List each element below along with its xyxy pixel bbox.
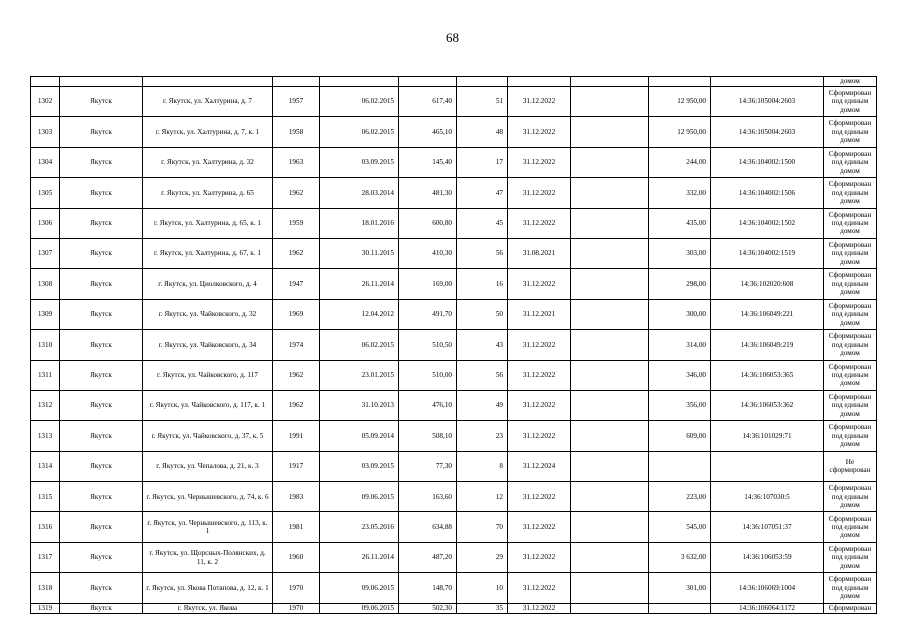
area-cell: 491,70 — [399, 299, 457, 329]
status-cell: Сформирован — [824, 603, 877, 613]
extra-cell — [571, 573, 649, 603]
cadastral-number-cell: 14:36:107030:5 — [711, 482, 824, 512]
planned-date-cell: 31.12.2022 — [508, 208, 571, 238]
page-number: 68 — [446, 30, 459, 45]
status-cell: домом — [824, 77, 877, 87]
row-number-cell: 1317 — [31, 542, 60, 572]
row-number-cell: 1319 — [31, 603, 60, 613]
cost-cell: 346,00 — [649, 360, 711, 390]
city-cell: Якутск — [60, 299, 143, 329]
cost-cell: 3 632,00 — [649, 542, 711, 572]
date-cell: 26.11.2014 — [320, 269, 399, 299]
city-cell: Якутск — [60, 360, 143, 390]
address-cell: г. Якутск, ул. Чайковского, д. 117, к. 1 — [143, 390, 273, 420]
residents-cell: 12 — [457, 482, 508, 512]
planned-date-cell: 31.12.2022 — [508, 542, 571, 572]
year-cell: 1962 — [273, 178, 320, 208]
row-number-cell: 1311 — [31, 360, 60, 390]
row-number-cell: 1306 — [31, 208, 60, 238]
table-row — [31, 117, 877, 147]
year-cell: 1970 — [273, 603, 320, 613]
residents-cell: 8 — [457, 451, 508, 481]
planned-date-cell: 31.12.2022 — [508, 573, 571, 603]
cadastral-number-cell: 14:36:106053:365 — [711, 360, 824, 390]
date-cell: 06.02.2015 — [320, 117, 399, 147]
area-cell: 510,00 — [399, 360, 457, 390]
date-cell: 26.11.2014 — [320, 542, 399, 572]
address-cell: г. Якутск, ул. Чайковского, д. 32 — [143, 299, 273, 329]
planned-date-cell: 31.12.2021 — [508, 299, 571, 329]
address-cell: г. Якутск, ул. Халтурина, д. 65 — [143, 178, 273, 208]
row-number-cell: 1307 — [31, 238, 60, 268]
table-row — [31, 238, 877, 268]
date-cell: 23.01.2015 — [320, 360, 399, 390]
row-number-cell: 1312 — [31, 390, 60, 420]
address-cell: г. Якутск, ул. Халтурина, д. 65, к. 1 — [143, 208, 273, 238]
cost-cell: 435,00 — [649, 208, 711, 238]
cost-cell: 301,00 — [649, 573, 711, 603]
planned-date-cell: 31.12.2022 — [508, 482, 571, 512]
area-cell: 77,30 — [399, 451, 457, 481]
area-cell: 600,80 — [399, 208, 457, 238]
address-cell: г. Якутск, ул. Щорсных-Полянских, д. 11, к. 2 — [143, 542, 273, 572]
residents-cell: 70 — [457, 512, 508, 542]
date-cell: 31.10.2013 — [320, 390, 399, 420]
status-cell: Сформирован под единым домом — [824, 360, 877, 390]
planned-date-cell: 31.12.2022 — [508, 603, 571, 613]
area-cell: 145,40 — [399, 147, 457, 177]
residents-cell: 56 — [457, 360, 508, 390]
cost-cell: 332,00 — [649, 178, 711, 208]
row-number-cell: 1302 — [31, 87, 60, 117]
planned-date-cell: 31.12.2024 — [508, 451, 571, 481]
city-cell: Якутск — [60, 87, 143, 117]
table-row — [31, 330, 877, 360]
extra-cell — [571, 512, 649, 542]
row-number-cell: 1314 — [31, 451, 60, 481]
table-row — [31, 451, 877, 481]
extra-cell — [571, 208, 649, 238]
address-cell: г. Якутск, ул. Халтурина, д. 67, к. 1 — [143, 238, 273, 268]
city-cell: Якутск — [60, 178, 143, 208]
area-cell: 410,30 — [399, 238, 457, 268]
city-cell: Якутск — [60, 482, 143, 512]
date-cell: 30.11.2015 — [320, 238, 399, 268]
cost-cell: 298,00 — [649, 269, 711, 299]
residents-cell: 45 — [457, 208, 508, 238]
city-cell: Якутск — [60, 238, 143, 268]
city-cell: Якутск — [60, 147, 143, 177]
residents-cell: 35 — [457, 603, 508, 613]
date-cell: 09.06.2015 — [320, 603, 399, 613]
area-cell: 169,00 — [399, 269, 457, 299]
area-cell: 508,10 — [399, 421, 457, 451]
planned-date-cell: 31.12.2022 — [508, 178, 571, 208]
year-cell: 1959 — [273, 208, 320, 238]
table-row — [31, 178, 877, 208]
row-number-cell: 1303 — [31, 117, 60, 147]
date-cell: 09.06.2015 — [320, 482, 399, 512]
city-cell: Якутск — [60, 269, 143, 299]
cadastral-number-cell: 14:36:106049:219 — [711, 330, 824, 360]
city-cell: Якутск — [60, 117, 143, 147]
date-cell: 03.09.2015 — [320, 147, 399, 177]
cost-cell: 609,00 — [649, 421, 711, 451]
extra-cell — [571, 330, 649, 360]
table-row — [31, 77, 877, 87]
date-cell: 18.01.2016 — [320, 208, 399, 238]
table-row — [31, 147, 877, 177]
city-cell: Якутск — [60, 421, 143, 451]
area-cell: 487,20 — [399, 542, 457, 572]
address-cell: г. Якутск, ул. Чернышевского, д. 113, к. 1 — [143, 512, 273, 542]
cadastral-number-cell: 14:36:102020:608 — [711, 269, 824, 299]
cost-cell: 12 950,00 — [649, 117, 711, 147]
planned-date-cell: 31.12.2022 — [508, 269, 571, 299]
cadastral-number-cell: 14:36:106049:221 — [711, 299, 824, 329]
date-cell: 05.09.2014 — [320, 421, 399, 451]
planned-date-cell: 31.12.2022 — [508, 512, 571, 542]
row-number-cell: 1315 — [31, 482, 60, 512]
table-row — [31, 87, 877, 117]
address-cell: г. Якутск, ул. Чайковского, д. 37, к. 5 — [143, 421, 273, 451]
status-cell: Сформирован под единым домом — [824, 269, 877, 299]
year-cell: 1991 — [273, 421, 320, 451]
address-cell: г. Якутск, ул. Халтурина, д. 7 — [143, 87, 273, 117]
status-cell: Сформирован под единым домом — [824, 542, 877, 572]
residents-cell: 50 — [457, 299, 508, 329]
cadastral-number-cell: 14:36:106053:362 — [711, 390, 824, 420]
address-cell: г. Якутск, ул. Циолковского, д. 4 — [143, 269, 273, 299]
cost-cell: 303,00 — [649, 238, 711, 268]
status-cell: Сформирован под единым домом — [824, 178, 877, 208]
cadastral-number-cell: 14:36:104002:1502 — [711, 208, 824, 238]
status-cell: Сформирован под единым домом — [824, 573, 877, 603]
city-cell: Якутск — [60, 512, 143, 542]
table-row — [31, 390, 877, 420]
extra-cell — [571, 482, 649, 512]
year-cell: 1958 — [273, 117, 320, 147]
date-cell: 09.06.2015 — [320, 573, 399, 603]
cost-cell: 356,00 — [649, 390, 711, 420]
cost-cell: 300,00 — [649, 299, 711, 329]
area-cell: 634,88 — [399, 512, 457, 542]
year-cell: 1962 — [273, 238, 320, 268]
extra-cell — [571, 542, 649, 572]
city-cell: Якутск — [60, 573, 143, 603]
residents-cell: 48 — [457, 117, 508, 147]
planned-date-cell: 31.12.2022 — [508, 360, 571, 390]
address-cell: г. Якутск, ул. Халтурина, д. 32 — [143, 147, 273, 177]
registry-body — [31, 77, 877, 614]
planned-date-cell: 31.12.2022 — [508, 117, 571, 147]
planned-date-cell: 31.12.2022 — [508, 421, 571, 451]
year-cell: 1981 — [273, 512, 320, 542]
extra-cell — [571, 178, 649, 208]
status-cell: Не сформирован — [824, 451, 877, 481]
table-row — [31, 603, 877, 613]
planned-date-cell: 31.08.2021 — [508, 238, 571, 268]
extra-cell — [571, 299, 649, 329]
row-number-cell: 1305 — [31, 178, 60, 208]
planned-date-cell: 31.12.2022 — [508, 147, 571, 177]
status-cell: Сформирован под единым домом — [824, 482, 877, 512]
extra-cell — [571, 603, 649, 613]
status-cell: Сформирован под единым домом — [824, 330, 877, 360]
residents-cell: 49 — [457, 390, 508, 420]
residents-cell: 17 — [457, 147, 508, 177]
year-cell: 1960 — [273, 542, 320, 572]
cadastral-number-cell — [711, 451, 824, 481]
status-cell: Сформирован под единым домом — [824, 117, 877, 147]
year-cell: 1947 — [273, 269, 320, 299]
table-row — [31, 421, 877, 451]
cost-cell — [649, 451, 711, 481]
planned-date-cell: 31.12.2022 — [508, 390, 571, 420]
area-cell: 163,60 — [399, 482, 457, 512]
row-number-cell: 1310 — [31, 330, 60, 360]
cost-cell — [649, 603, 711, 613]
residents-cell: 10 — [457, 573, 508, 603]
extra-cell — [571, 421, 649, 451]
row-number-cell: 1318 — [31, 573, 60, 603]
status-cell: Сформирован под единым домом — [824, 512, 877, 542]
year-cell: 1983 — [273, 482, 320, 512]
residents-cell: 56 — [457, 238, 508, 268]
city-cell: Якутск — [60, 603, 143, 613]
city-cell: Якутск — [60, 451, 143, 481]
year-cell: 1917 — [273, 451, 320, 481]
status-cell: Сформирован под единым домом — [824, 147, 877, 177]
planned-date-cell: 31.12.2022 — [508, 330, 571, 360]
date-cell: 23.05.2016 — [320, 512, 399, 542]
cadastral-number-cell: 14:36:105004:2603 — [711, 87, 824, 117]
area-cell: 465,10 — [399, 117, 457, 147]
address-cell: г. Якутск, ул. Чернышевского, д. 74, к. 6 — [143, 482, 273, 512]
table-row — [31, 573, 877, 603]
date-cell: 06.02.2015 — [320, 330, 399, 360]
cadastral-number-cell: 14:36:106064:1172 — [711, 603, 824, 613]
cadastral-number-cell: 14:36:105004:2603 — [711, 117, 824, 147]
table-row — [31, 482, 877, 512]
row-number-cell: 1313 — [31, 421, 60, 451]
cadastral-number-cell: 14:36:104002:1500 — [711, 147, 824, 177]
extra-cell — [571, 117, 649, 147]
year-cell: 1963 — [273, 147, 320, 177]
address-cell: г. Якутск, ул. Чепалова, д. 21, к. 3 — [143, 451, 273, 481]
row-number-cell: 1308 — [31, 269, 60, 299]
area-cell: 148,70 — [399, 573, 457, 603]
cadastral-number-cell: 14:36:104002:1506 — [711, 178, 824, 208]
address-cell: г. Якутск, ул. Якова — [143, 603, 273, 613]
date-cell: 12.04.2012 — [320, 299, 399, 329]
residents-cell: 29 — [457, 542, 508, 572]
year-cell: 1970 — [273, 573, 320, 603]
row-number-cell: 1316 — [31, 512, 60, 542]
cost-cell: 314,00 — [649, 330, 711, 360]
cadastral-number-cell: 14:36:106053:59 — [711, 542, 824, 572]
residents-cell: 47 — [457, 178, 508, 208]
extra-cell — [571, 147, 649, 177]
date-cell: 06.02.2015 — [320, 87, 399, 117]
year-cell: 1974 — [273, 330, 320, 360]
cost-cell: 545,00 — [649, 512, 711, 542]
date-cell: 03.09.2015 — [320, 451, 399, 481]
year-cell: 1962 — [273, 360, 320, 390]
residents-cell: 16 — [457, 269, 508, 299]
extra-cell — [571, 238, 649, 268]
table-row — [31, 360, 877, 390]
extra-cell — [571, 390, 649, 420]
status-cell: Сформирован под единым домом — [824, 87, 877, 117]
residents-cell: 51 — [457, 87, 508, 117]
status-cell: Сформирован под единым домом — [824, 421, 877, 451]
table-row — [31, 542, 877, 572]
cadastral-number-cell: 14:36:101029:71 — [711, 421, 824, 451]
table-row — [31, 269, 877, 299]
residents-cell: 43 — [457, 330, 508, 360]
year-cell: 1957 — [273, 87, 320, 117]
status-cell: Сформирован под единым домом — [824, 238, 877, 268]
extra-cell — [571, 269, 649, 299]
address-cell: г. Якутск, ул. Чайковского, д. 34 — [143, 330, 273, 360]
extra-cell — [571, 451, 649, 481]
table-row — [31, 299, 877, 329]
date-cell: 28.03.2014 — [320, 178, 399, 208]
table-row — [31, 208, 877, 238]
cadastral-number-cell: 14:36:107051:37 — [711, 512, 824, 542]
status-cell: Сформирован под единым домом — [824, 299, 877, 329]
year-cell: 1969 — [273, 299, 320, 329]
cost-cell: 244,00 — [649, 147, 711, 177]
area-cell: 510,50 — [399, 330, 457, 360]
area-cell: 481,30 — [399, 178, 457, 208]
cadastral-number-cell: 14:36:104002:1519 — [711, 238, 824, 268]
year-cell: 1962 — [273, 390, 320, 420]
address-cell: г. Якутск, ул. Чайковского, д. 117 — [143, 360, 273, 390]
cadastral-number-cell: 14:36:106069:1004 — [711, 573, 824, 603]
address-cell: г. Якутск, ул. Халтурина, д. 7, к. 1 — [143, 117, 273, 147]
table-row — [31, 512, 877, 542]
address-cell: г. Якутск, ул. Якова Потапова, д. 12, к. 1 — [143, 573, 273, 603]
row-number-cell: 1304 — [31, 147, 60, 177]
area-cell: 502,30 — [399, 603, 457, 613]
city-cell: Якутск — [60, 542, 143, 572]
city-cell: Якутск — [60, 208, 143, 238]
row-number-cell: 1309 — [31, 299, 60, 329]
registry-table — [30, 76, 877, 614]
status-cell: Сформирован под единым домом — [824, 390, 877, 420]
planned-date-cell: 31.12.2022 — [508, 87, 571, 117]
residents-cell: 23 — [457, 421, 508, 451]
city-cell: Якутск — [60, 390, 143, 420]
area-cell: 617,40 — [399, 87, 457, 117]
cost-cell: 12 950,00 — [649, 87, 711, 117]
status-cell: Сформирован под единым домом — [824, 208, 877, 238]
extra-cell — [571, 360, 649, 390]
cost-cell: 223,00 — [649, 482, 711, 512]
area-cell: 476,10 — [399, 390, 457, 420]
extra-cell — [571, 87, 649, 117]
city-cell: Якутск — [60, 330, 143, 360]
